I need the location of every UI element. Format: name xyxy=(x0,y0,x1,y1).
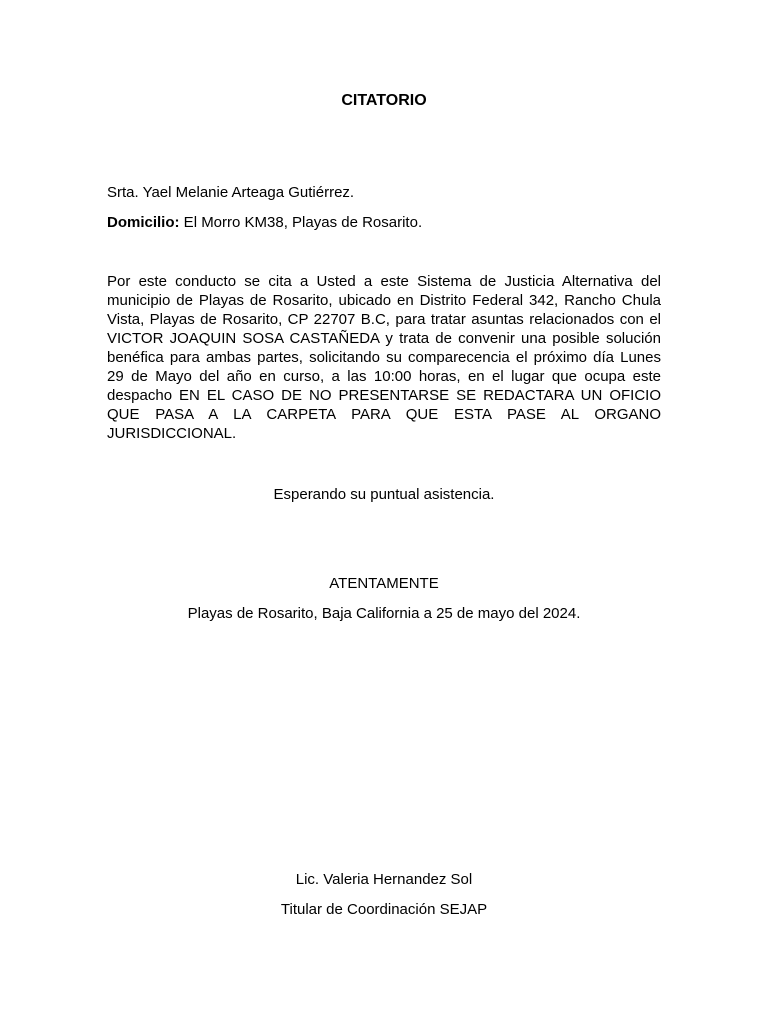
address-label: Domicilio: xyxy=(107,214,180,231)
address-value: El Morro KM38, Playas de Rosarito. xyxy=(179,214,423,231)
recipient-name: Srta. Yael Melanie Arteaga Gutiérrez. xyxy=(107,184,355,201)
closing-line: Esperando su puntual asistencia. xyxy=(273,486,495,503)
atentamente-label: ATENTAMENTE xyxy=(329,575,439,592)
body-paragraph: Por este conducto se cita a Usted a este Sistema de Justicia Alternativa del municipio de Playas de Rosarito, ubicado en Distrito Federal 342, Rancho Chula Vista, Playas de Rosarito, CP 22707 B.C, para tratar asuntas relacionados con el VICTOR JOAQUIN SOSA CASTAÑEDA y trata de convenir una posible solución benéfica para ambas partes, solicitando su comparecencia el próximo día Lunes 29 de Mayo del año en curso, a las 10:00 horas, en el lugar que ocupa este despacho EN EL CASO DE NO PRESENTARSE SE REDACTARA UN OFICIO QUE PASA A LA CARPETA PARA QUE ESTA PASE AL ORGANO JURISDICCIONAL. xyxy=(107,273,661,442)
signer-title: Titular de Coordinación SEJAP xyxy=(280,901,488,918)
place-date-line: Playas de Rosarito, Baja California a 25 de mayo del 2024. xyxy=(187,605,581,622)
address-line xyxy=(107,214,422,231)
document-title: CITATORIO xyxy=(341,92,427,109)
signer-name: Lic. Valeria Hernandez Sol xyxy=(295,871,473,888)
